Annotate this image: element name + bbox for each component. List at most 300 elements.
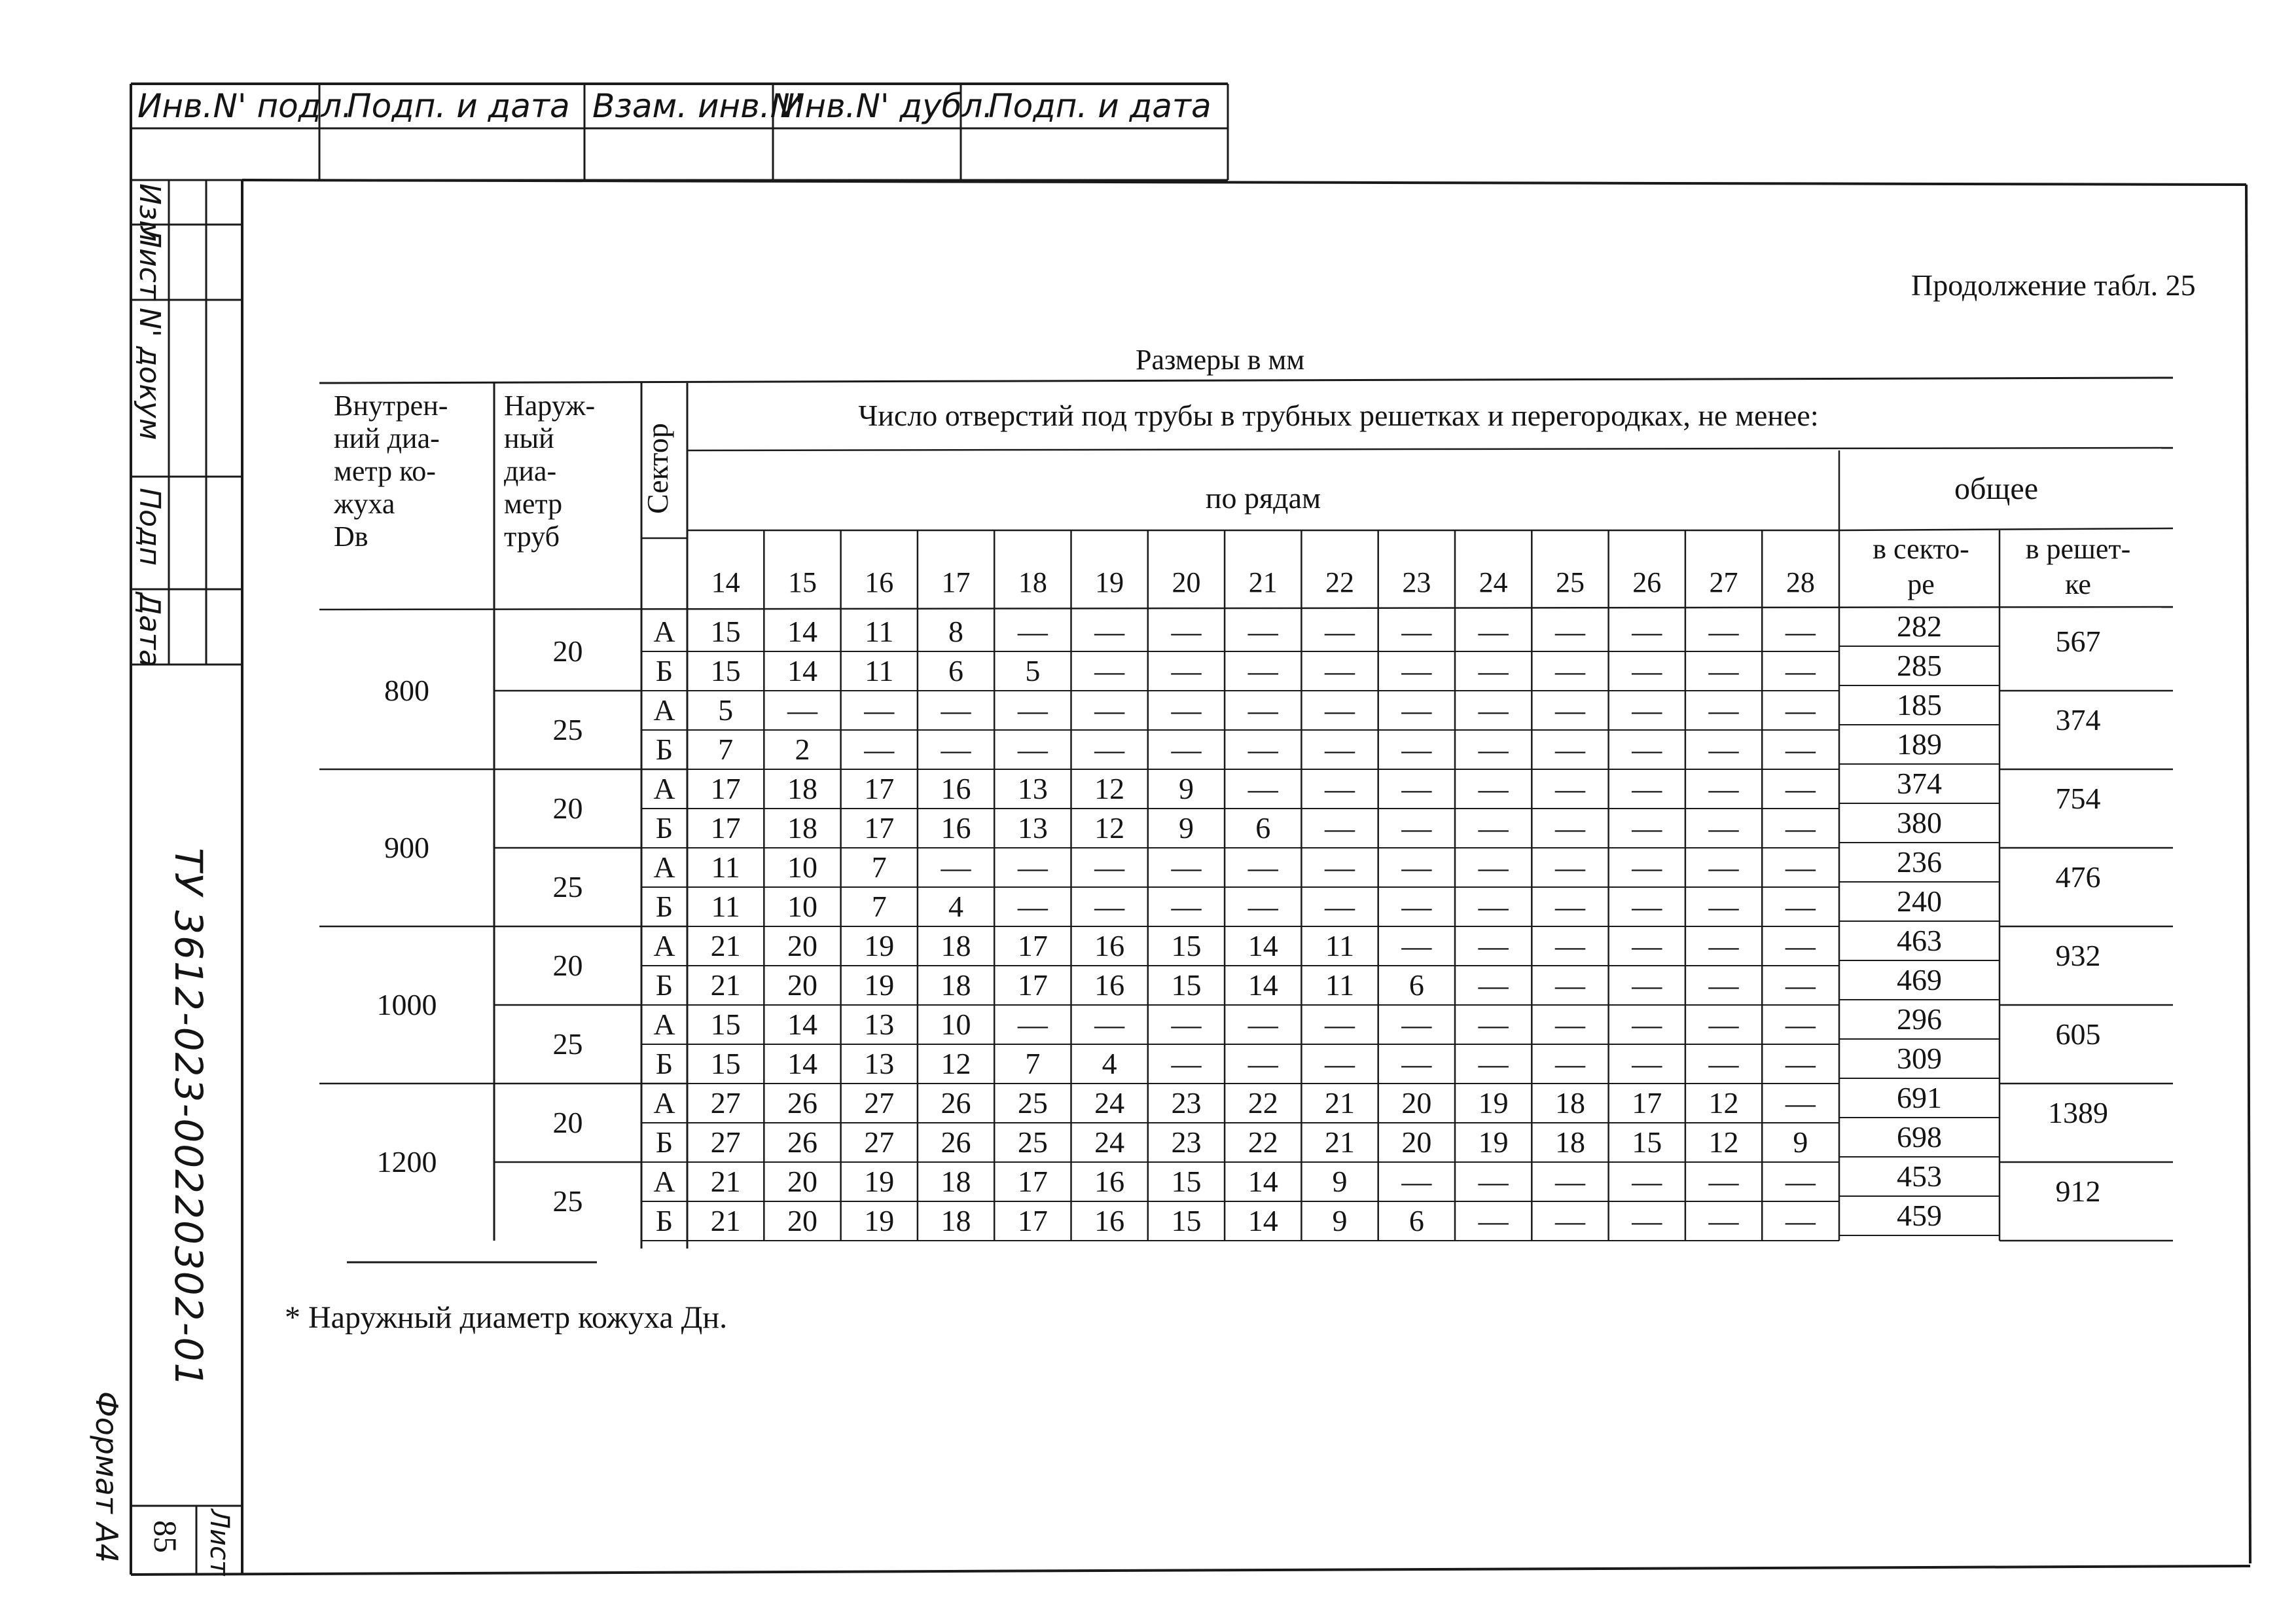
row-count-cell: —: [1785, 1086, 1816, 1120]
row-count-cell: 6: [1408, 1204, 1424, 1237]
row-count-cell: 26: [787, 1125, 817, 1159]
sector-total-cell: 240: [1897, 884, 1942, 918]
row-count-cell: 7: [871, 890, 887, 923]
row-count-cell: 6: [948, 654, 964, 687]
row-count-cell: 26: [787, 1086, 817, 1120]
row-count-cell: —: [1325, 654, 1355, 687]
row-count-cell: 19: [1478, 1086, 1509, 1120]
sheet-number: 85: [147, 1520, 184, 1553]
row-count-cell: —: [1401, 693, 1432, 727]
stamp-label-podp-data: Подп. и дата: [347, 87, 570, 125]
row-count-cell: 9: [1793, 1125, 1808, 1159]
sector-cell: Б: [655, 733, 673, 766]
grid-total-cell: 912: [2055, 1175, 2101, 1208]
grid-total-cell: 476: [2055, 860, 2101, 894]
row-count-cell: —: [1478, 929, 1509, 962]
row-count-cell: —: [1554, 968, 1585, 1002]
row-count-cell: 27: [710, 1125, 741, 1159]
row-count-cell: —: [1094, 615, 1125, 648]
row-count-cell: —: [1785, 1047, 1816, 1080]
row-count-cell: —: [1094, 733, 1125, 766]
row-count-cell: 15: [1171, 968, 1202, 1002]
row-count-cell: 21: [1325, 1125, 1355, 1159]
column-header-18: 18: [1018, 566, 1047, 598]
row-count-cell: —: [1708, 772, 1739, 805]
row-count-cell: 19: [864, 968, 895, 1002]
row-count-cell: 20: [787, 968, 817, 1002]
row-count-cell: 22: [1247, 1125, 1278, 1159]
row-count-cell: —: [1708, 968, 1739, 1002]
row-count-cell: —: [1325, 1008, 1355, 1041]
row-count-cell: —: [864, 693, 895, 727]
row-count-cell: —: [1094, 850, 1125, 884]
row-count-cell: —: [1708, 1165, 1739, 1198]
sector-total-cell: 691: [1897, 1081, 1942, 1114]
row-count-cell: 9: [1332, 1204, 1348, 1237]
sector-total-cell: 698: [1897, 1120, 1942, 1154]
row-count-cell: —: [1247, 693, 1278, 727]
sector-cell: А: [653, 850, 675, 884]
row-count-cell: 17: [1017, 968, 1048, 1002]
header-total: общее: [1954, 471, 2038, 506]
row-count-cell: —: [1785, 1165, 1816, 1198]
row-count-cell: —: [1785, 968, 1816, 1002]
tube-diameter-cell: 20: [552, 634, 583, 668]
row-count-cell: —: [1554, 929, 1585, 962]
row-count-cell: 12: [1708, 1125, 1739, 1159]
row-count-cell: 21: [710, 1204, 741, 1237]
row-count-cell: 27: [864, 1086, 895, 1120]
row-count-cell: 5: [1025, 654, 1041, 687]
row-count-cell: 15: [1171, 1165, 1202, 1198]
sector-cell: А: [653, 929, 675, 962]
row-count-cell: —: [1094, 654, 1125, 687]
row-count-cell: —: [1785, 1008, 1816, 1041]
row-count-cell: —: [1325, 890, 1355, 923]
row-count-cell: 21: [1325, 1086, 1355, 1120]
sector-cell: Б: [655, 1204, 673, 1237]
sector-cell: А: [653, 772, 675, 805]
row-count-cell: —: [1401, 772, 1432, 805]
column-header-15: 15: [787, 566, 817, 598]
row-count-cell: —: [941, 850, 971, 884]
inner-diameter-cell: 900: [384, 831, 429, 864]
row-count-cell: —: [1247, 615, 1278, 648]
column-header-23: 23: [1402, 566, 1431, 598]
sector-total-cell: 285: [1897, 649, 1942, 682]
column-header-24: 24: [1479, 566, 1508, 598]
row-count-cell: 17: [1017, 929, 1048, 962]
row-count-cell: 17: [864, 772, 895, 805]
row-count-cell: —: [1325, 615, 1355, 648]
row-count-cell: —: [1325, 772, 1355, 805]
column-header-21: 21: [1248, 566, 1278, 598]
row-count-cell: 9: [1178, 772, 1194, 805]
sector-cell: Б: [655, 890, 673, 923]
row-count-cell: —: [1401, 850, 1432, 884]
row-count-cell: —: [1478, 1047, 1509, 1080]
row-count-cell: —: [787, 693, 817, 727]
row-count-cell: —: [1017, 733, 1048, 766]
header-sector: Сектор: [641, 423, 674, 514]
row-count-cell: —: [1708, 615, 1739, 648]
row-count-cell: —: [1554, 654, 1585, 687]
sector-total-cell: 236: [1897, 845, 1942, 879]
stamp-label-n-dokum: N' докум: [133, 308, 166, 441]
sector-cell: Б: [655, 1125, 673, 1159]
row-count-cell: 19: [864, 1204, 895, 1237]
row-count-cell: —: [1478, 1165, 1509, 1198]
sheet-label: Лист: [204, 1509, 234, 1576]
row-count-cell: —: [1094, 693, 1125, 727]
row-count-cell: —: [1632, 1047, 1662, 1080]
row-count-cell: 16: [941, 772, 971, 805]
row-count-cell: —: [1171, 654, 1202, 687]
row-count-cell: —: [1247, 654, 1278, 687]
row-count-cell: 12: [1094, 772, 1125, 805]
row-count-cell: —: [1632, 1008, 1662, 1041]
row-count-cell: 13: [1017, 811, 1048, 845]
row-count-cell: 24: [1094, 1086, 1125, 1120]
header-in-sector: в секто- ре: [1873, 533, 1969, 600]
row-count-cell: —: [1478, 968, 1509, 1002]
row-count-cell: 11: [865, 615, 894, 648]
row-count-cell: 12: [941, 1047, 971, 1080]
row-count-cell: —: [1401, 1165, 1432, 1198]
tube-diameter-cell: 25: [552, 870, 583, 903]
row-count-cell: —: [1554, 890, 1585, 923]
row-count-cell: 4: [1102, 1047, 1117, 1080]
row-count-cell: —: [1247, 1008, 1278, 1041]
header-in-grid: в решет- ке: [2025, 533, 2131, 600]
sector-total-cell: 463: [1897, 924, 1942, 957]
row-count-cell: 17: [1632, 1086, 1662, 1120]
row-count-cell: 11: [1325, 968, 1355, 1002]
footnote: * Наружный диаметр кожуха Дн.: [285, 1300, 728, 1335]
row-count-cell: 18: [941, 968, 971, 1002]
row-count-cell: —: [1478, 615, 1509, 648]
sector-total-cell: 185: [1897, 688, 1942, 721]
row-count-cell: —: [1708, 890, 1739, 923]
column-header-25: 25: [1555, 566, 1585, 598]
row-count-cell: —: [1708, 811, 1739, 845]
row-count-cell: —: [1632, 850, 1662, 884]
sector-cell: Б: [655, 811, 673, 845]
row-count-cell: —: [1478, 693, 1509, 727]
stamp-label-podp: Подп: [133, 488, 166, 566]
row-count-cell: —: [1401, 929, 1432, 962]
continuation-label: Продолжение табл. 25: [1911, 268, 2196, 302]
row-count-cell: —: [1554, 693, 1585, 727]
stamp-label-vzam-inv: Взам. инв.N': [592, 87, 804, 125]
row-count-cell: 20: [787, 1165, 817, 1198]
row-count-cell: 19: [1478, 1125, 1509, 1159]
row-count-cell: —: [1478, 811, 1509, 845]
row-count-cell: 13: [864, 1008, 895, 1041]
row-count-cell: 17: [710, 811, 741, 845]
row-count-cell: 11: [865, 654, 894, 687]
row-count-cell: —: [1171, 693, 1202, 727]
sector-total-cell: 189: [1897, 727, 1942, 761]
units-label: Размеры в мм: [1136, 344, 1305, 376]
row-count-cell: —: [1325, 693, 1355, 727]
row-count-cell: —: [1632, 654, 1662, 687]
row-count-cell: —: [1554, 772, 1585, 805]
row-count-cell: 9: [1178, 811, 1194, 845]
row-count-cell: 27: [710, 1086, 741, 1120]
column-header-20: 20: [1172, 566, 1201, 598]
stamp-label-data: Дата: [133, 593, 166, 667]
row-count-cell: 16: [941, 811, 971, 845]
row-count-cell: —: [1247, 733, 1278, 766]
row-count-cell: —: [1554, 1165, 1585, 1198]
row-count-cell: 13: [1017, 772, 1048, 805]
sector-cell: Б: [655, 1047, 673, 1080]
sector-total-cell: 453: [1897, 1159, 1942, 1193]
row-count-cell: —: [1708, 654, 1739, 687]
row-count-cell: —: [1401, 811, 1432, 845]
row-count-cell: 17: [710, 772, 741, 805]
row-count-cell: —: [1785, 693, 1816, 727]
row-count-cell: —: [1785, 890, 1816, 923]
row-count-cell: 15: [710, 654, 741, 687]
column-header-14: 14: [711, 566, 740, 598]
row-count-cell: 18: [941, 1204, 971, 1237]
row-count-cell: 20: [1401, 1125, 1432, 1159]
header-inner-diameter: Внутрен- ний диа- метр ко- жуха Dв: [334, 390, 448, 553]
sector-cell: Б: [655, 654, 673, 687]
row-count-cell: 25: [1017, 1125, 1048, 1159]
row-count-cell: —: [1171, 890, 1202, 923]
row-count-cell: —: [1708, 1008, 1739, 1041]
inner-diameter-cell: 800: [384, 674, 429, 707]
row-count-cell: —: [1708, 733, 1739, 766]
row-count-cell: —: [1401, 615, 1432, 648]
row-count-cell: —: [864, 733, 895, 766]
row-count-cell: —: [1785, 654, 1816, 687]
row-count-cell: —: [1632, 772, 1662, 805]
row-count-cell: —: [1017, 615, 1048, 648]
row-count-cell: —: [1325, 811, 1355, 845]
row-count-cell: 27: [864, 1125, 895, 1159]
row-count-cell: 7: [1025, 1047, 1041, 1080]
row-count-cell: 6: [1255, 811, 1271, 845]
row-count-cell: —: [1785, 929, 1816, 962]
row-count-cell: —: [1247, 850, 1278, 884]
row-count-cell: 15: [1171, 1204, 1202, 1237]
row-count-cell: —: [1017, 693, 1048, 727]
row-count-cell: 18: [787, 772, 817, 805]
document-code: ТУ 3612-023-00220302-01: [166, 848, 211, 1389]
row-count-cell: 15: [710, 1047, 741, 1080]
row-count-cell: —: [1632, 693, 1662, 727]
row-count-cell: 23: [1171, 1125, 1202, 1159]
row-count-cell: —: [1632, 929, 1662, 962]
row-count-cell: 15: [710, 615, 741, 648]
row-count-cell: 12: [1094, 811, 1125, 845]
sector-total-cell: 459: [1897, 1199, 1942, 1232]
row-count-cell: —: [1325, 733, 1355, 766]
row-count-cell: —: [1478, 1204, 1509, 1237]
row-count-cell: 20: [787, 929, 817, 962]
sector-total-cell: 469: [1897, 963, 1942, 996]
row-count-cell: —: [1785, 811, 1816, 845]
row-count-cell: —: [1785, 772, 1816, 805]
sector-total-cell: 282: [1897, 610, 1942, 643]
row-count-cell: 14: [787, 1047, 817, 1080]
row-count-cell: —: [1401, 654, 1432, 687]
row-count-cell: 14: [1247, 968, 1278, 1002]
row-count-cell: —: [1554, 811, 1585, 845]
grid-total-cell: 374: [2055, 703, 2101, 737]
row-count-cell: —: [1632, 890, 1662, 923]
row-count-cell: —: [1478, 850, 1509, 884]
row-count-cell: 16: [1094, 968, 1125, 1002]
row-count-cell: 26: [941, 1125, 971, 1159]
column-header-28: 28: [1785, 566, 1815, 598]
grid-total-cell: 567: [2055, 625, 2101, 658]
tube-diameter-cell: 20: [552, 1106, 583, 1139]
row-count-cell: 21: [710, 1165, 741, 1198]
sector-cell: А: [653, 615, 675, 648]
row-count-cell: 20: [787, 1204, 817, 1237]
row-count-cell: —: [1708, 693, 1739, 727]
row-count-cell: —: [1171, 1047, 1202, 1080]
row-count-cell: —: [1247, 1047, 1278, 1080]
tube-diameter-cell: 25: [552, 1184, 583, 1218]
sector-cell: А: [653, 693, 675, 727]
row-count-cell: 19: [864, 1165, 895, 1198]
row-count-cell: 10: [787, 850, 817, 884]
row-count-cell: —: [1554, 1047, 1585, 1080]
row-count-cell: 25: [1017, 1086, 1048, 1120]
row-count-cell: 16: [1094, 1204, 1125, 1237]
tube-diameter-cell: 25: [552, 713, 583, 746]
row-count-cell: 18: [1554, 1125, 1585, 1159]
sector-total-cell: 374: [1897, 767, 1942, 800]
grid-total-cell: 932: [2055, 939, 2101, 972]
row-count-cell: 7: [871, 850, 887, 884]
column-header-16: 16: [865, 566, 894, 598]
row-count-cell: 26: [941, 1086, 971, 1120]
grid-total-cell: 1389: [2048, 1096, 2108, 1129]
header-by-rows: по рядам: [1205, 481, 1321, 515]
row-count-cell: —: [1632, 811, 1662, 845]
row-count-cell: 2: [795, 733, 810, 766]
tube-diameter-cell: 20: [552, 792, 583, 825]
row-count-cell: —: [1785, 733, 1816, 766]
row-count-cell: 14: [1247, 1165, 1278, 1198]
row-count-cell: —: [1401, 1047, 1432, 1080]
row-count-cell: —: [1708, 850, 1739, 884]
row-count-cell: —: [1708, 929, 1739, 962]
row-count-cell: 21: [710, 929, 741, 962]
row-count-cell: 14: [1247, 929, 1278, 962]
row-count-cell: 4: [948, 890, 964, 923]
row-count-cell: 8: [948, 615, 964, 648]
row-count-cell: 17: [1017, 1204, 1048, 1237]
row-count-cell: —: [1785, 850, 1816, 884]
row-count-cell: —: [1247, 890, 1278, 923]
row-count-cell: —: [1017, 890, 1048, 923]
row-count-cell: —: [1171, 850, 1202, 884]
header-outer-diameter: Наруж- ный диа- метр труб: [504, 390, 596, 553]
row-count-cell: 23: [1171, 1086, 1202, 1120]
row-count-cell: —: [1017, 850, 1048, 884]
tube-diameter-cell: 25: [552, 1027, 583, 1061]
row-count-cell: —: [1478, 772, 1509, 805]
stamp-label-inv-podl: Инв.N' подл.: [137, 87, 353, 125]
row-count-cell: —: [1478, 654, 1509, 687]
row-count-cell: —: [1554, 733, 1585, 766]
row-count-cell: —: [1247, 772, 1278, 805]
row-count-cell: —: [941, 733, 971, 766]
row-count-cell: —: [1632, 733, 1662, 766]
row-count-cell: 10: [941, 1008, 971, 1041]
row-count-cell: —: [1785, 1204, 1816, 1237]
inner-diameter-cell: 1000: [376, 988, 437, 1021]
row-count-cell: 11: [711, 890, 740, 923]
row-count-cell: 14: [787, 654, 817, 687]
row-count-cell: —: [1632, 968, 1662, 1002]
row-count-cell: —: [1632, 1204, 1662, 1237]
row-count-cell: 11: [1325, 929, 1355, 962]
row-count-cell: 14: [787, 615, 817, 648]
row-count-cell: 11: [711, 850, 740, 884]
row-count-cell: 18: [941, 929, 971, 962]
row-count-cell: —: [1708, 1047, 1739, 1080]
stamp-label-izm: Изм: [133, 183, 166, 242]
row-count-cell: 6: [1408, 968, 1424, 1002]
row-count-cell: —: [1478, 890, 1509, 923]
row-count-cell: —: [1325, 850, 1355, 884]
row-count-cell: 20: [1401, 1086, 1432, 1120]
row-count-cell: 15: [1171, 929, 1202, 962]
row-count-cell: —: [1401, 890, 1432, 923]
row-count-cell: 9: [1332, 1165, 1348, 1198]
row-count-cell: 18: [941, 1165, 971, 1198]
row-count-cell: 14: [1247, 1204, 1278, 1237]
row-count-cell: —: [1401, 733, 1432, 766]
format-label: Формат А4: [89, 1391, 124, 1563]
row-count-cell: —: [1171, 615, 1202, 648]
row-count-cell: —: [1171, 1008, 1202, 1041]
sector-total-cell: 380: [1897, 806, 1942, 839]
sector-cell: А: [653, 1008, 675, 1041]
row-count-cell: —: [1094, 1008, 1125, 1041]
column-header-22: 22: [1325, 566, 1355, 598]
row-count-cell: —: [1785, 615, 1816, 648]
stamp-label-list: Лист: [133, 227, 166, 300]
row-count-cell: 17: [864, 811, 895, 845]
header-main: Число отверстий под трубы в трубных решетках и перегородках, не менее:: [858, 399, 1819, 432]
row-count-cell: 15: [1632, 1125, 1662, 1159]
row-count-cell: 17: [1017, 1165, 1048, 1198]
row-count-cell: —: [941, 693, 971, 727]
row-count-cell: 5: [718, 693, 734, 727]
sector-cell: А: [653, 1165, 675, 1198]
row-count-cell: 12: [1708, 1086, 1739, 1120]
row-count-cell: 16: [1094, 929, 1125, 962]
row-count-cell: —: [1554, 1008, 1585, 1041]
row-count-cell: 13: [864, 1047, 895, 1080]
row-count-cell: 15: [710, 1008, 741, 1041]
tube-diameter-cell: 20: [552, 949, 583, 982]
row-count-cell: —: [1554, 850, 1585, 884]
row-count-cell: 19: [864, 929, 895, 962]
sector-total-cell: 296: [1897, 1002, 1942, 1036]
column-header-17: 17: [941, 566, 971, 598]
